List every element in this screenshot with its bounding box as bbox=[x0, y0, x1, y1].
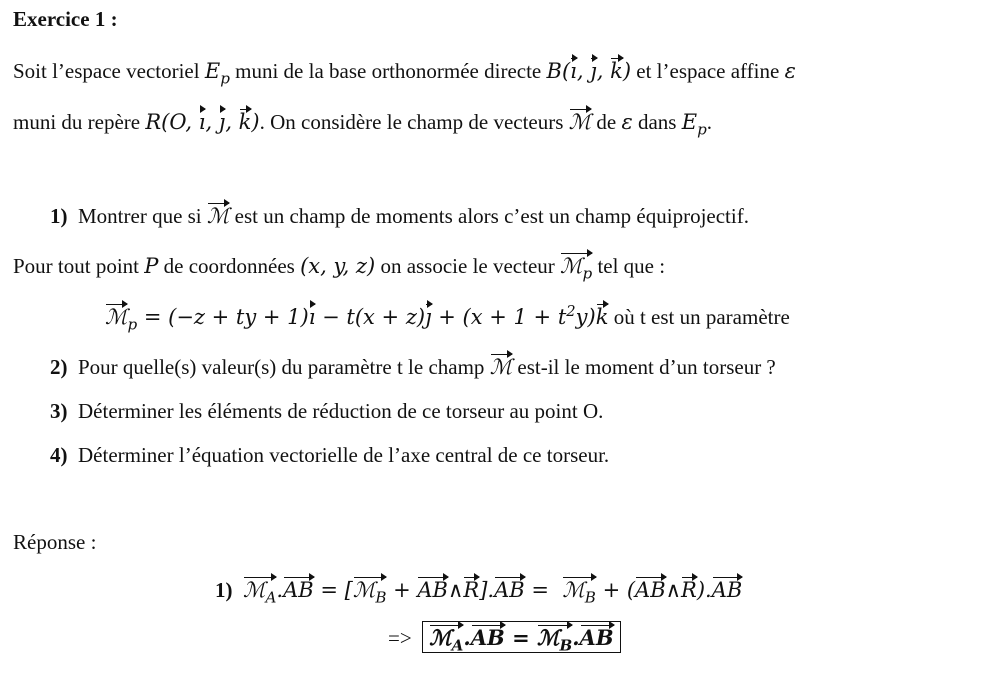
intro-line-1: Soit l’espace vectoriel $E_p$ muni de la base orthonormée directe B(ı, ȷ, k) et l’espace affine ε bbox=[13, 59, 796, 88]
point-paragraph: Pour tout point P de coordonnées (x, y, z) on associe le vecteur ℳ$_p$ tel que : bbox=[13, 254, 666, 283]
answer-1-equation: 1) ℳ$_A$.AB = [ℳ$_B$ + AB∧R].AB = ℳ$_B$ + (AB∧R).AB bbox=[215, 578, 743, 607]
intro-line-2: muni du repère R(O, ı, ȷ, k). On considère le champ de vecteurs ℳ de ε dans $E_p$. bbox=[13, 110, 713, 139]
question-1: 1) Montrer que si ℳ est un champ de moments alors c’est un champ équiprojectif. bbox=[50, 204, 749, 228]
question-2: 2) Pour quelle(s) valeur(s) du paramètre t le champ ℳ est-il le moment d’un torseur ? bbox=[50, 355, 776, 379]
answer-heading: Réponse : bbox=[13, 530, 97, 554]
question-3: 3) Déterminer les éléments de réduction de ce torseur au point O. bbox=[50, 399, 604, 423]
answer-1-conclusion: => ℳ$_A$.AB = ℳ$_B$.AB bbox=[388, 626, 621, 650]
boxed-result: ℳ$_A$.AB = ℳ$_B$.AB bbox=[422, 621, 620, 653]
question-4: 4) Déterminer l’équation vectorielle de l’axe central de ce torseur. bbox=[50, 443, 610, 467]
field-formula: ℳ$_p$ = (−z + ty + 1)ı − t(x + z)ȷ + $(x + 1 + t^2y)k$ où t est un paramètre bbox=[105, 302, 790, 334]
exercise-title: Exercice 1 : bbox=[13, 7, 118, 31]
